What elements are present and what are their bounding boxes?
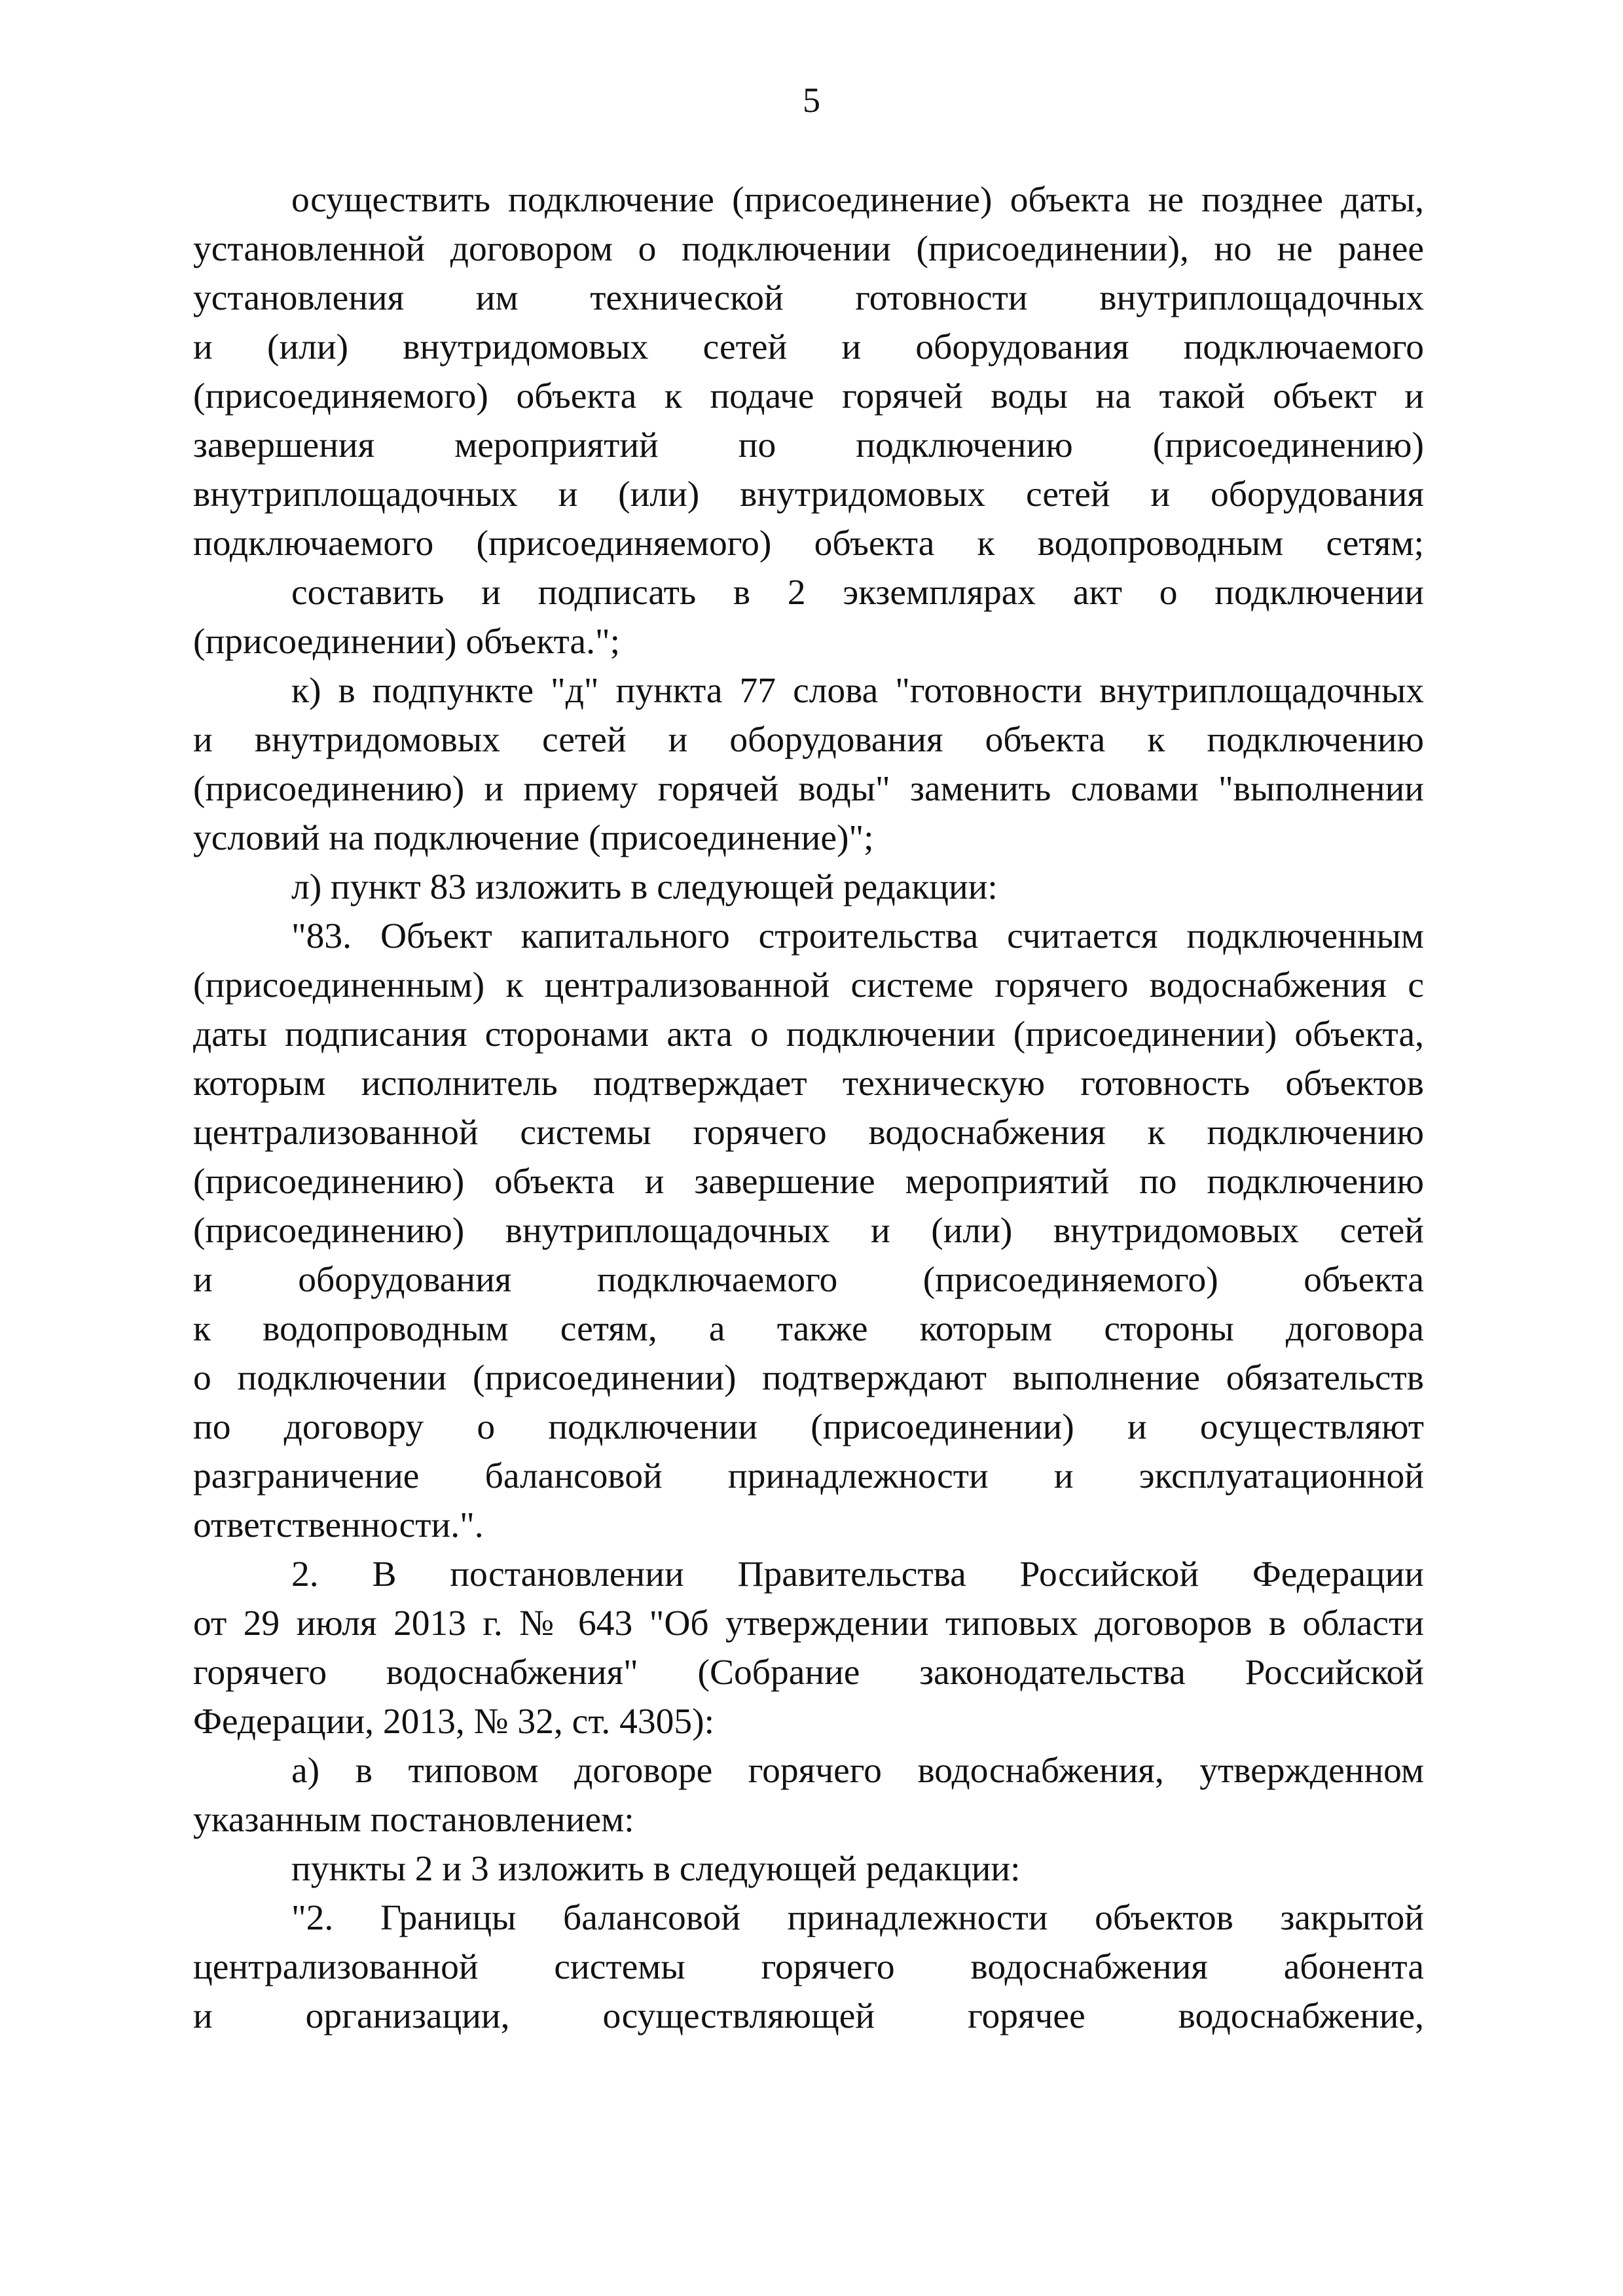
paragraph <box>193 1844 1424 1893</box>
text-line: 2. В постановлении Правительства Российской Федерации <box>291 1554 1424 1594</box>
paragraph <box>193 666 1424 863</box>
text-line: к) в подпункте "д" пункта 77 слова "готовности внутриплощадочных <box>291 671 1424 711</box>
text-line: централизованной системы горячего водоснабжения к подключению <box>193 1113 1424 1153</box>
text-line: которым исполнитель подтверждает техническую готовность объектов <box>193 1064 1424 1103</box>
text-line: (присоединению) и приему горячей воды" заменить словами "выполнении <box>193 769 1424 809</box>
text-line: (присоединенным) к централизованной системе горячего водоснабжения с <box>193 965 1424 1005</box>
text-line: (присоединении) объекта."; <box>193 622 621 662</box>
text-line: и (или) внутридомовых сетей и оборудования подключаемого <box>193 327 1424 367</box>
text-line: разграничение балансовой принадлежности и эксплуатационной <box>193 1456 1424 1496</box>
text-line: внутриплощадочных и (или) внутридомовых сетей и оборудования <box>193 475 1424 514</box>
text-line: завершения мероприятий по подключению (присоединению) <box>193 425 1424 465</box>
text-line: Федерации, 2013, № 32, ст. 4305): <box>193 1702 715 1742</box>
text-line: к водопроводным сетям, а также которым стороны договора <box>193 1309 1424 1349</box>
paragraph <box>193 1893 1424 2041</box>
text-line: горячего водоснабжения" (Собрание законодательства Российской <box>193 1653 1424 1693</box>
paragraph <box>193 912 1424 1550</box>
text-line: по договору о подключении (присоединении) и осуществляют <box>193 1407 1424 1447</box>
text-line: составить и подписать в 2 экземплярах акт о подключении <box>291 573 1424 613</box>
text-line: установления им технической готовности внутриплощадочных <box>193 278 1424 318</box>
text-line: установленной договором о подключении (присоединении), но не ранее <box>193 229 1424 269</box>
text-line: (присоединению) внутриплощадочных и (или) внутридомовых сетей <box>193 1211 1424 1251</box>
paragraph <box>193 1550 1424 1746</box>
text-line: (присоединяемого) объекта к подаче горячей воды на такой объект и <box>193 376 1424 416</box>
text-line: о подключении (присоединении) подтверждают выполнение обязательств <box>193 1358 1424 1398</box>
text-line: ответственности.". <box>193 1505 484 1545</box>
text-line: от 29 июля 2013 г. № 643 "Об утверждении типовых договоров в области <box>193 1604 1424 1643</box>
text-line: осуществить подключение (присоединение) объекта не позднее даты, <box>291 180 1424 220</box>
text-line: л) пункт 83 изложить в следующей редакции: <box>291 867 998 907</box>
text-line: "2. Границы балансовой принадлежности объектов закрытой <box>291 1898 1424 1938</box>
paragraph <box>193 863 1424 912</box>
text-line: условий на подключение (присоединение)"; <box>193 818 874 858</box>
text-line: даты подписания сторонами акта о подключении (присоединении) объекта, <box>193 1014 1424 1054</box>
page-number: 5 <box>803 81 820 120</box>
paragraph <box>193 175 1424 568</box>
text-line: централизованной системы горячего водоснабжения абонента <box>193 1947 1424 1987</box>
paragraph <box>193 568 1424 666</box>
text-line: и оборудования подключаемого (присоединяемого) объекта <box>193 1260 1424 1300</box>
text-line: и организации, осуществляющей горячее водоснабжение, <box>193 1996 1424 2036</box>
text-line: (присоединению) объекта и завершение мероприятий по подключению <box>193 1162 1424 1202</box>
text-line: пункты 2 и 3 изложить в следующей редакции: <box>291 1849 1021 1889</box>
document-body <box>193 175 1424 2041</box>
paragraph <box>193 1746 1424 1844</box>
text-line: подключаемого (присоединяемого) объекта к водопроводным сетям; <box>193 524 1424 564</box>
text-line: а) в типовом договоре горячего водоснабжения, утвержденном <box>291 1751 1424 1791</box>
text-line: "83. Объект капитального строительства считается подключенным <box>291 916 1424 956</box>
text-line: указанным постановлением: <box>193 1800 634 1840</box>
text-line: и внутридомовых сетей и оборудования объекта к подключению <box>193 720 1424 760</box>
